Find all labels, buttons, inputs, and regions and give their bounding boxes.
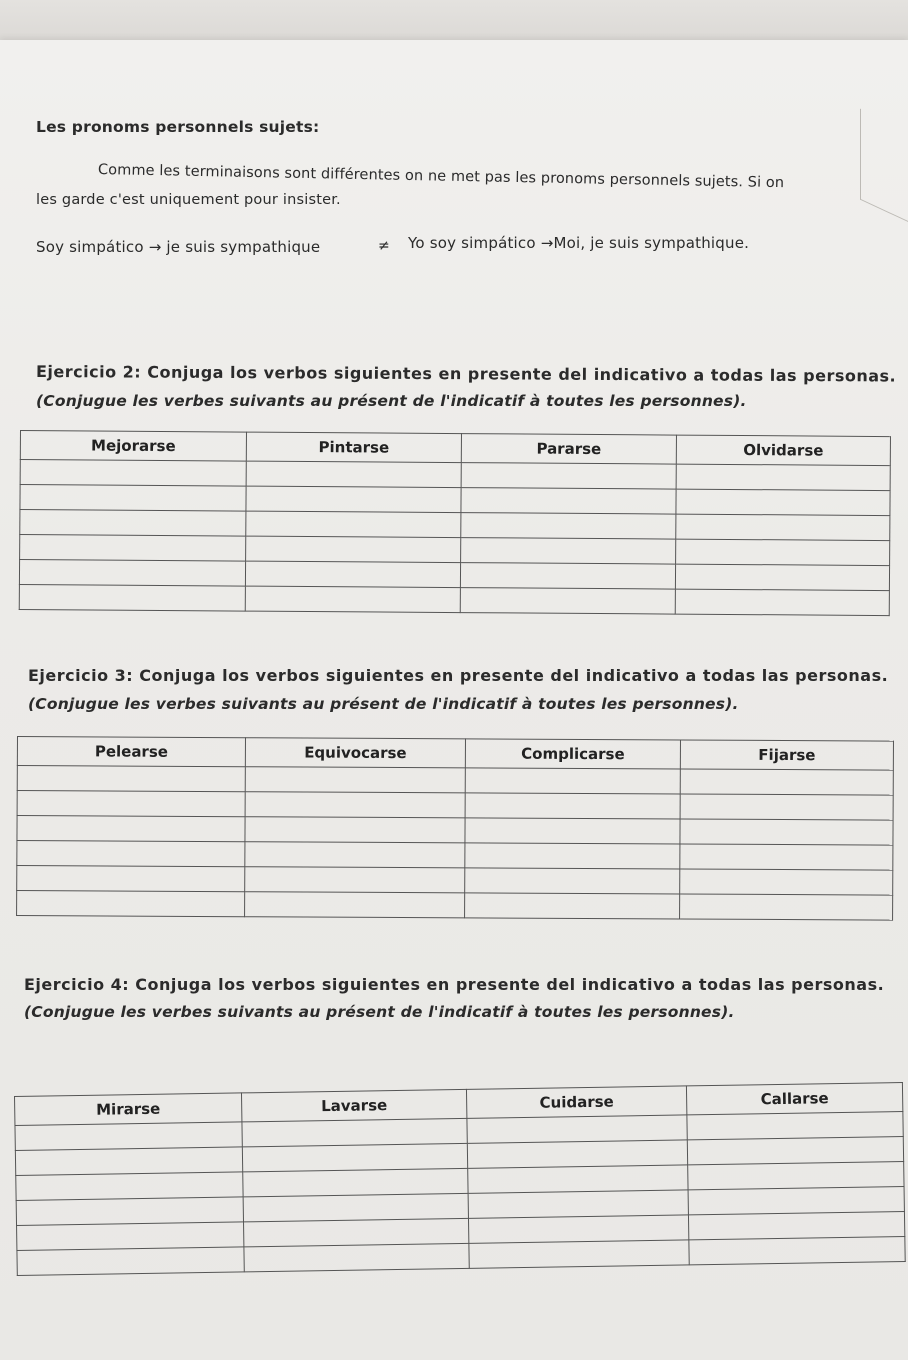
example-right: Yo soy simpático →Moi, je suis sympathique. — [408, 234, 750, 252]
exercise-4-subtitle: (Conjugue les verbes suivants au présent de l'indicatif à toutes les personnes). — [24, 1003, 735, 1021]
answer-cell[interactable] — [245, 767, 465, 793]
answer-cell[interactable] — [469, 1240, 689, 1268]
answer-cell[interactable] — [15, 1147, 242, 1176]
answer-cell[interactable] — [467, 1140, 687, 1168]
intro-heading: Les pronoms personnels sujets: — [36, 118, 320, 136]
column-header: Callarse — [686, 1083, 902, 1115]
answer-cell[interactable] — [245, 892, 465, 918]
answer-cell[interactable] — [242, 1143, 467, 1172]
answer-cell[interactable] — [245, 561, 460, 588]
answer-cell[interactable] — [676, 489, 890, 515]
answer-cell[interactable] — [245, 586, 460, 613]
answer-cell[interactable] — [687, 1137, 903, 1165]
answer-cell[interactable] — [17, 816, 245, 842]
answer-cell[interactable] — [460, 563, 675, 590]
answer-cell[interactable] — [461, 463, 676, 490]
answer-cell[interactable] — [245, 792, 465, 818]
answer-cell[interactable] — [17, 841, 245, 867]
answer-cell[interactable] — [465, 893, 680, 919]
table-row — [19, 584, 889, 615]
answer-cell[interactable] — [680, 844, 893, 870]
answer-cell[interactable] — [16, 1172, 243, 1201]
column-header: Mejorarse — [20, 431, 246, 462]
answer-cell[interactable] — [688, 1187, 904, 1215]
answer-cell[interactable] — [244, 1218, 469, 1247]
column-header: Fijarse — [680, 740, 893, 770]
answer-cell[interactable] — [676, 464, 890, 490]
column-header: Pelearse — [17, 737, 245, 767]
answer-cell[interactable] — [245, 842, 465, 868]
answer-cell[interactable] — [680, 869, 893, 895]
answer-cell[interactable] — [17, 791, 245, 817]
intro-paragraph-line1: Comme les terminaisons sont différentes on ne met pas les pronoms personnels sujets. Si on — [97, 162, 785, 192]
answer-cell[interactable] — [680, 769, 893, 795]
exercise-3-table — [16, 736, 894, 921]
column-header: Lavarse — [241, 1089, 466, 1122]
exercise-2-title: Ejercicio 2: Conjuga los verbos siguientes en presente del indicativo a todas las personas. — [35, 362, 897, 386]
column-header: Mirarse — [15, 1093, 242, 1126]
answer-cell[interactable] — [20, 485, 246, 512]
column-header: Pararse — [461, 434, 676, 465]
answer-cell[interactable] — [244, 1243, 469, 1272]
answer-cell[interactable] — [17, 1222, 244, 1251]
answer-cell[interactable] — [243, 1168, 468, 1197]
answer-cell[interactable] — [19, 584, 245, 611]
exercise-2-table — [19, 430, 891, 616]
column-header: Complicarse — [465, 739, 680, 769]
answer-cell[interactable] — [680, 819, 893, 845]
answer-cell[interactable] — [20, 535, 246, 562]
answer-cell[interactable] — [461, 538, 676, 565]
answer-cell[interactable] — [688, 1212, 904, 1240]
exercise-2-subtitle: (Conjugue les verbes suivants au présent de l'indicatif à toutes les personnes). — [36, 392, 747, 410]
answer-cell[interactable] — [467, 1115, 687, 1143]
answer-cell[interactable] — [20, 510, 246, 537]
answer-cell[interactable] — [17, 891, 245, 917]
exercise-3-title: Ejercicio 3: Conjuga los verbos siguientes en presente del indicativo a todas las personas. — [28, 666, 889, 685]
answer-cell[interactable] — [465, 843, 680, 869]
answer-cell[interactable] — [468, 1165, 688, 1193]
answer-cell[interactable] — [465, 868, 680, 894]
answer-cell[interactable] — [17, 766, 245, 792]
answer-cell[interactable] — [689, 1237, 905, 1265]
column-header: Olvidarse — [676, 435, 890, 465]
answer-cell[interactable] — [461, 513, 676, 540]
answer-cell[interactable] — [243, 1193, 468, 1222]
answer-cell[interactable] — [676, 514, 890, 540]
answer-cell[interactable] — [16, 1197, 243, 1226]
answer-cell[interactable] — [468, 1190, 688, 1218]
intro-paragraph-line2: les garde c'est uniquement pour insister. — [36, 192, 341, 208]
table-row — [17, 891, 893, 921]
answer-cell[interactable] — [688, 1162, 904, 1190]
example-left: Soy simpático → je suis sympathique — [36, 238, 321, 256]
answer-cell[interactable] — [246, 511, 461, 538]
answer-cell[interactable] — [20, 460, 246, 487]
answer-cell[interactable] — [465, 768, 680, 794]
answer-cell[interactable] — [675, 564, 889, 590]
answer-cell[interactable] — [17, 1247, 244, 1276]
answer-cell[interactable] — [245, 817, 465, 843]
answer-cell[interactable] — [680, 794, 893, 820]
exercise-4-title: Ejercicio 4: Conjuga los verbos siguientes en presente del indicativo a todas las personas. — [24, 975, 885, 994]
answer-cell[interactable] — [687, 1112, 903, 1140]
answer-cell[interactable] — [680, 894, 893, 920]
example-not-equal-sign: ≠ — [378, 238, 390, 254]
exercise-3-subtitle: (Conjugue les verbes suivants au présent de l'indicatif à toutes les personnes). — [28, 695, 739, 713]
answer-cell[interactable] — [675, 589, 889, 615]
answer-cell[interactable] — [468, 1215, 688, 1243]
column-header: Cuidarse — [466, 1086, 686, 1118]
answer-cell[interactable] — [19, 560, 245, 587]
answer-cell[interactable] — [460, 588, 675, 615]
answer-cell[interactable] — [242, 1118, 467, 1147]
exercise-4-table — [14, 1082, 906, 1276]
answer-cell[interactable] — [465, 818, 680, 844]
column-header: Pintarse — [246, 432, 461, 463]
answer-cell[interactable] — [245, 867, 465, 893]
answer-cell[interactable] — [246, 461, 461, 488]
column-header: Equivocarse — [245, 738, 465, 768]
answer-cell[interactable] — [246, 486, 461, 513]
answer-cell[interactable] — [15, 1122, 242, 1151]
answer-cell[interactable] — [246, 536, 461, 563]
answer-cell[interactable] — [465, 793, 680, 819]
answer-cell[interactable] — [17, 866, 245, 892]
answer-cell[interactable] — [676, 539, 890, 565]
answer-cell[interactable] — [461, 488, 676, 515]
